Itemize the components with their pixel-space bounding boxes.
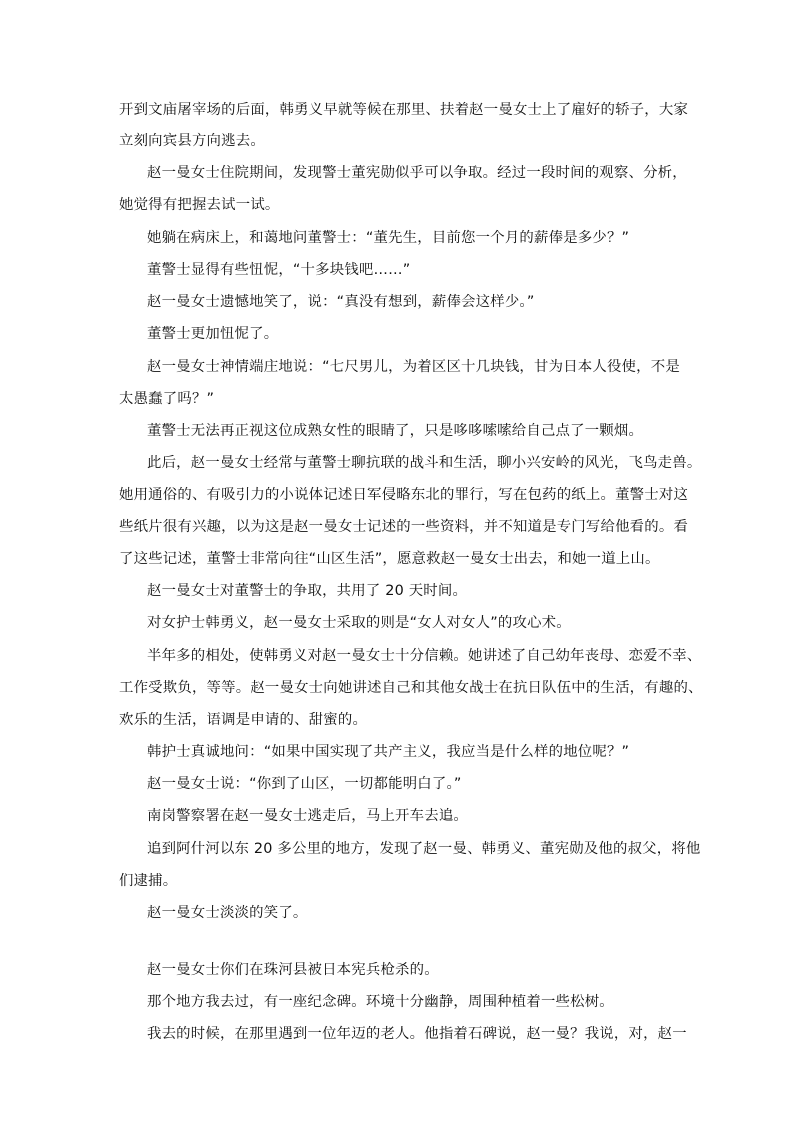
text-line: 我去的时候，在那里遇到一位年迈的老人。他指着石碑说，赵一曼？我说，对，赵一 xyxy=(147,1026,687,1042)
text-line: 韩护士真诚地问：“如果中国实现了共产主义，我应当是什么样的地位呢？” xyxy=(147,744,630,760)
text-line: 她躺在病床上，和蔼地问董警士：“董先生，目前您一个月的薪俸是多少？” xyxy=(147,230,630,246)
text-line: 赵一曼女士对董警士的争取，共用了 20 天时间。 xyxy=(147,583,468,599)
text-line: 赵一曼女士你们在珠河县被日本宪兵枪杀的。 xyxy=(147,962,439,978)
text-line: 南岗警察署在赵一曼女士逃走后，马上开车去追。 xyxy=(147,808,468,824)
text-line: 赵一曼女士神情端庄地说：“七尺男儿，为着区区十几块钱，甘为日本人役使，不是 xyxy=(147,359,680,375)
text-line: 立刻向宾县方向逃去。 xyxy=(119,133,265,149)
text-line: 对女护士韩勇义，赵一曼女士采取的则是“女人对女人”的攻心术。 xyxy=(147,615,571,631)
text-line: 了这些记述，董警士非常向往“山区生活”，愿意救赵一曼女士出去，和她一道上山。 xyxy=(119,551,660,567)
text-line: 赵一曼女士说：“你到了山区，一切都能明白了。” xyxy=(147,776,462,792)
text-line: 开到文庙屠宰场的后面，韩勇义早就等候在那里、扶着赵一曼女士上了雇好的轿子，大家 xyxy=(119,102,689,118)
text-line: 此后，赵一曼女士经常与董警士聊抗联的战斗和生活，聊小兴安岭的风光，飞鸟走兽。 xyxy=(147,455,702,471)
text-line: 赵一曼女士住院期间，发现警士董宪勋似乎可以争取。经过一段时间的观察、分析， xyxy=(147,165,687,181)
text-line: 半年多的相处，使韩勇义对赵一曼女士十分信赖。她讲述了自己幼年丧母、恋爱不幸、 xyxy=(147,648,702,664)
text-line: 追到阿什河以东 20 多公里的地方，发现了赵一曼、韩勇义、董宪勋及他的叔父，将他 xyxy=(147,841,701,857)
text-line: 那个地方我去过，有一座纪念碑。环境十分幽静，周围种植着一些松树。 xyxy=(147,994,614,1010)
text-line: 欢乐的生活，语调是申请的、甜蜜的。 xyxy=(119,712,368,728)
text-line: 赵一曼女士遗憾地笑了，说：“真没有想到，薪俸会这样少。” xyxy=(147,294,535,310)
text-line: 她用通俗的、有吸引力的小说体记述日军侵略东北的罪行，写在包药的纸上。董警士对这 xyxy=(119,487,689,503)
text-line: 董警士更加忸怩了。 xyxy=(147,326,279,342)
text-line: 些纸片很有兴趣，以为这是赵一曼女士记述的一些资料，并不知道是专门写给他看的。看 xyxy=(119,519,689,535)
text-line: 赵一曼女士淡淡的笑了。 xyxy=(147,905,308,921)
text-line: 们逮捕。 xyxy=(119,873,178,889)
text-line: 工作受欺负，等等。赵一曼女士向她讲述自己和其他女战士在抗日队伍中的生活，有趣的、 xyxy=(119,680,703,696)
text-line: 董警士显得有些忸怩，“十多块钱吧……” xyxy=(147,262,411,278)
text-line: 她觉得有把握去试一试。 xyxy=(119,197,280,213)
text-line: 董警士无法再正视这位成熟女性的眼睛了，只是哆哆嗦嗦给自己点了一颗烟。 xyxy=(147,423,644,439)
text-line: 太愚蠢了吗？” xyxy=(119,391,215,407)
